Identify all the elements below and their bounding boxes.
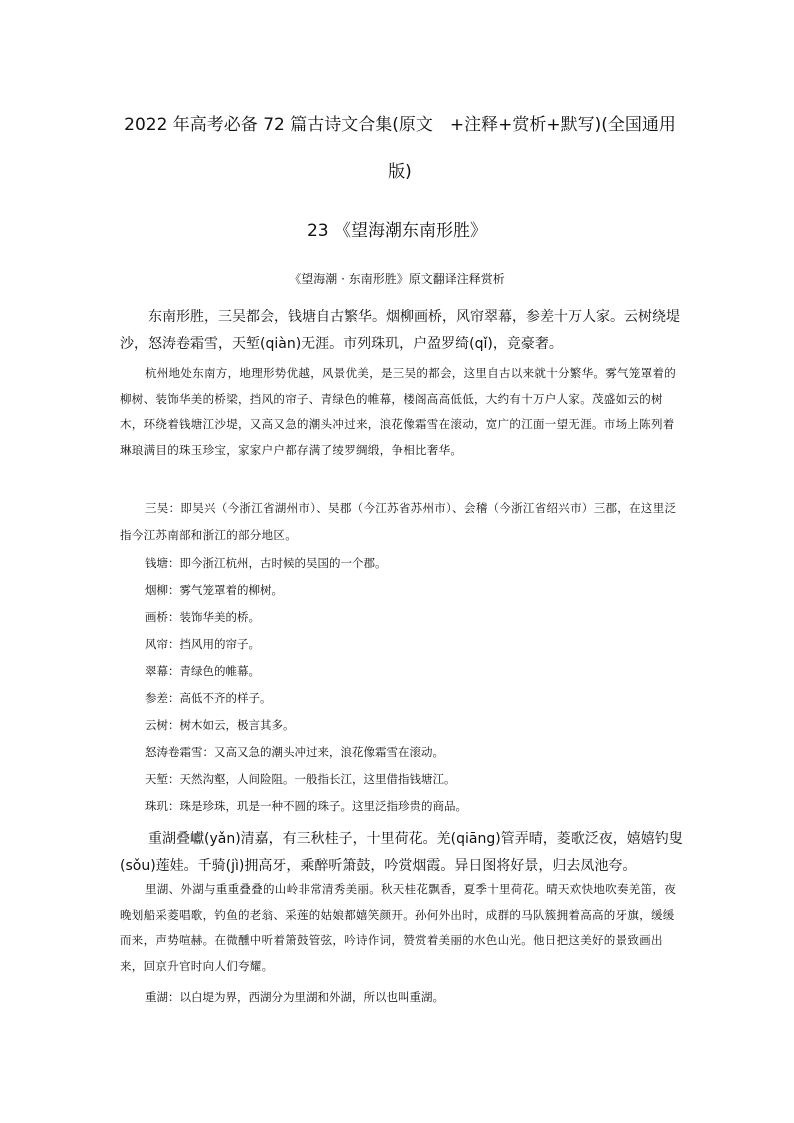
- translation-2: 里湖、外湖与重重叠叠的山岭非常清秀美丽。秋天桂花飘香，夏季十里荷花。晴天欢快地吹奏羌笛，夜晚划船采菱唱歌，钓鱼的老翁、采莲的姑娘都嬉笑颜开。孙何外出时，成群的马队簇拥着高高的牙旗，缓缓而来，声势喧赫。在微醺中听着箫鼓管弦，吟诗作词，赞赏着美丽的水色山光。他日把这美好的景致画出来，回京升官时向人们夸耀。: [120, 882, 676, 973]
- note-chonghu: 重湖：以白堤为界，西湖分为里湖和外湖，所以也叫重湖。: [145, 990, 444, 1004]
- note-item: 烟柳：雾气笼罩着的柳树。: [145, 583, 283, 597]
- note-item: 翠幕：青绿色的帷幕。: [145, 664, 260, 678]
- note-item: 珠玑：珠是珍珠，玑是一种不圆的珠子。这里泛指珍贵的商品。: [145, 799, 467, 813]
- poem-number-title: 23 《望海潮东南形胜》: [306, 221, 488, 241]
- note-item: 参差：高低不齐的样子。: [145, 691, 272, 705]
- note-sanwu: 三吴：即吴兴（今浙江省湖州市）、吴郡（今江苏省苏州市）、会稽（今浙江省绍兴市）三郡，在这里泛指今江苏南部和浙江的部分地区。: [120, 501, 677, 542]
- note-sanwu-block: [120, 495, 683, 549]
- stanza-1-block: [120, 304, 683, 358]
- note-item: 画桥：装饰华美的桥。: [145, 610, 260, 624]
- translation-1: 杭州地处东南方，地理形势优越，风景优美，是三吴的都会，这里自古以来就十分繁华。雾气笼罩着的柳树、装饰华美的桥梁，挡风的帘子、青绿色的帷幕，楼阁高高低低，大约有十万户人家。茂盛如云的树木，环绕着钱塘江沙堤，又高又急的潮头冲过来，浪花像霜雪在滚动，宽广的江面一望无涯。市场上陈列着琳琅满目的珠玉珍宝，家家户户都存满了绫罗绸缎，争相比奢华。: [120, 366, 676, 457]
- document-title-line2: 版): [388, 162, 412, 182]
- document-title-line1: 2022 年高考必备 72 篇古诗文合集(原文 +注释+赏析+默写)(全国通用: [124, 115, 676, 135]
- translation-1-block: [120, 361, 683, 463]
- note-last-block: [120, 984, 683, 1011]
- stanza-1-original: 东南形胜，三吴都会，钱塘自古繁华。烟柳画桥，风帘翠幕，参差十万人家。云树绕堤沙，怒涛卷霜雪，天堑(qiàn)无涯。市列珠玑，户盈罗绮(qǐ)，竞豪奢。: [120, 309, 680, 352]
- note-item: 天堑：天然沟壑，人间险阻。一般指长江，这里借指钱塘江。: [145, 772, 456, 786]
- note-item: 钱塘：即今浙江杭州，古时候的吴国的一个郡。: [145, 556, 387, 570]
- stanza-2-original: 重湖叠巘(yǎn)清嘉，有三秋桂子，十里荷花。羌(qiāng)管弄晴，菱歌泛夜，嬉嬉钓叟(sǒu)莲娃。千骑(jì)拥高牙，乘醉听箫鼓，吟赏烟霞。异日图将好景，归去凤池夸。: [120, 831, 683, 874]
- translation-2-block: [120, 877, 683, 979]
- note-item: 云树：树木如云，极言其多。: [145, 718, 295, 732]
- stanza-2-block: [120, 826, 683, 880]
- note-item: 风帘：挡风用的帘子。: [145, 637, 260, 651]
- note-item: 怒涛卷霜雪：又高又急的潮头冲过来，浪花像霜雪在滚动。: [145, 745, 444, 759]
- notes-list: [120, 550, 683, 820]
- section-heading: 《望海潮 · 东南形胜》原文翻译注释赏析: [289, 272, 505, 286]
